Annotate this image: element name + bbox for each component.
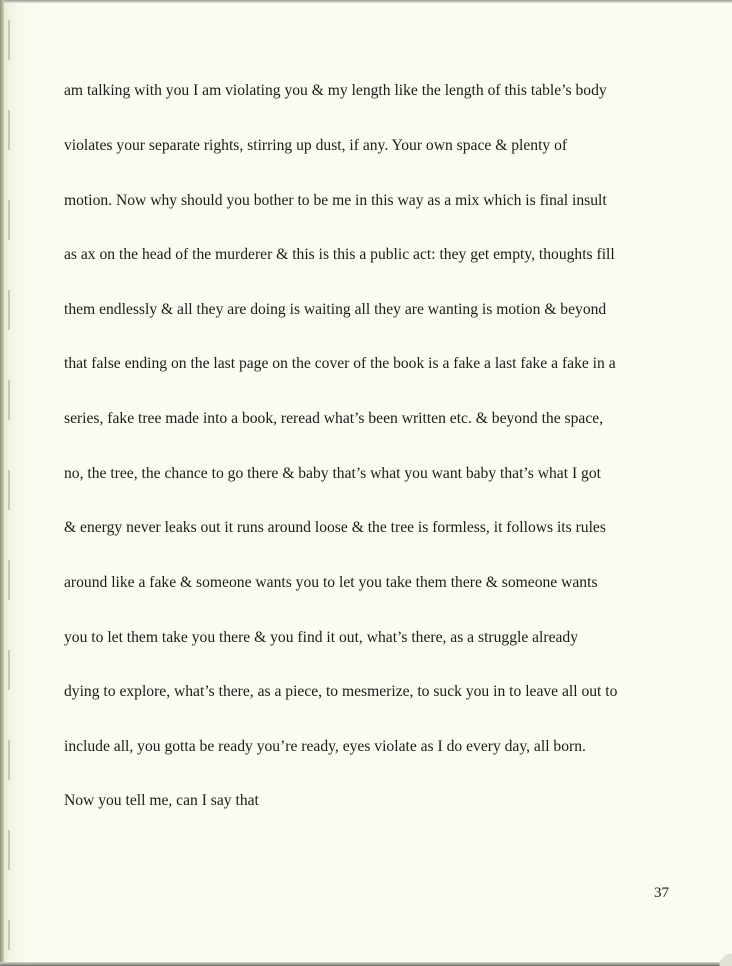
text-line: Now you tell me, can I say that [64, 792, 259, 810]
text-line: that false ending on the last page on the cover of the book is a fake a last fake a fake in a [64, 355, 616, 373]
text-line: am talking with you I am violating you & my length like the length of this table’s body [64, 82, 607, 100]
text-line: you to let them take you there & you find it out, what’s there, as a struggle already [64, 628, 579, 646]
text-line: as ax on the head of the murderer & this is this a public act: they get empty, thoughts fill [64, 246, 615, 264]
text-line: violates your separate rights, stirring up dust, if any. Your own space & plenty of [64, 137, 568, 155]
page-number: 37 [654, 885, 669, 901]
page-binding-edge [0, 0, 4, 966]
text-line: motion. Now why should you bother to be me in this way as a mix which is final insult [64, 191, 607, 209]
page-corner [712, 948, 732, 966]
page-top-edge [0, 0, 732, 3]
binding-shadow [8, 20, 10, 950]
page-bottom-edge [0, 962, 732, 966]
text-line: no, the tree, the chance to go there & baby that’s what you want baby that’s what I got [64, 464, 601, 482]
text-line: around like a fake & someone wants you to let you take them there & someone wants [64, 573, 598, 591]
text-line: series, fake tree made into a book, reread what’s been written etc. & beyond the space, [64, 410, 604, 428]
body-paragraph [64, 46, 672, 847]
text-line: dying to explore, what’s there, as a piece, to mesmerize, to suck you in to leave all out to [64, 683, 618, 701]
text-line: include all, you gotta be ready you’re ready, eyes violate as I do every day, all born. [64, 737, 586, 755]
text-line: them endlessly & all they are doing is waiting all they are wanting is motion & beyond [64, 300, 607, 318]
text-line: & energy never leaks out it runs around loose & the tree is formless, it follows its rules [64, 519, 606, 537]
